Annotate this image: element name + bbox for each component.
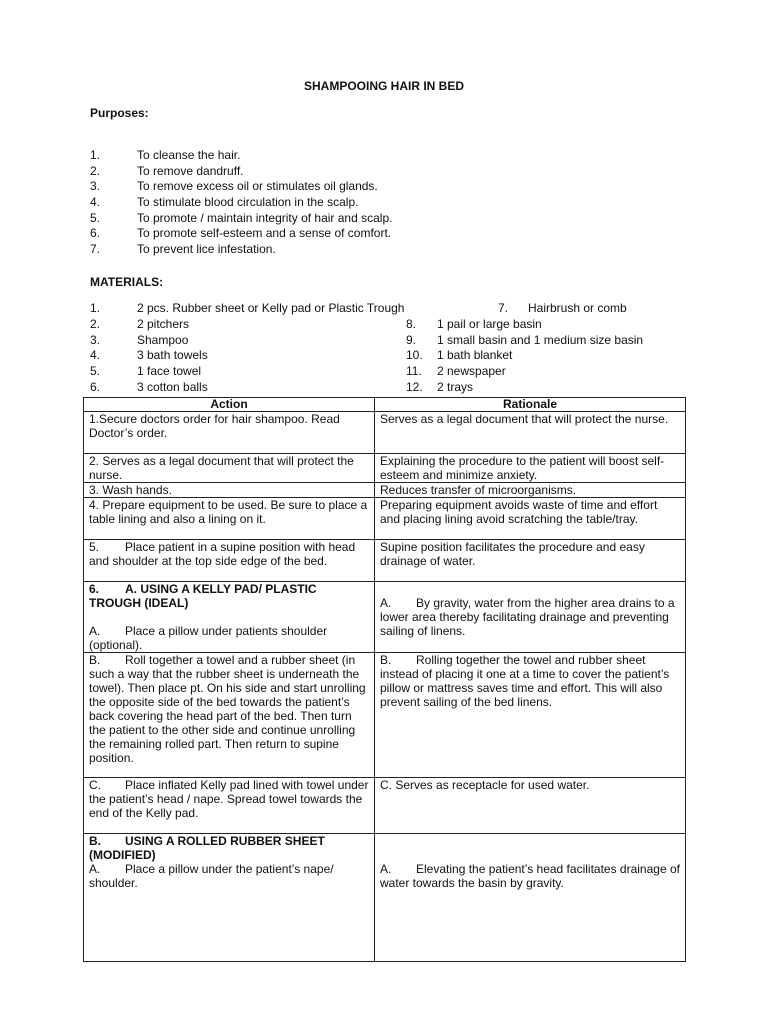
- rationale-cell: A. By gravity, water from the higher area drains to a lower area thereby facilitating drainage and preventing sailing of linens.: [375, 582, 686, 653]
- list-item: 7. To prevent lice infestation.: [90, 242, 276, 257]
- list-item: 5. To promote / maintain integrity of hair and scalp.: [90, 210, 393, 225]
- rationale-cell: C. Serves as receptacle for used water.: [375, 778, 686, 834]
- table-row: [84, 483, 686, 498]
- purposes-heading: Purposes:: [90, 106, 149, 120]
- action-cell: B. Roll together a towel and a rubber sheet (in such a way that the rubber sheet is underneath the towel). Then place pt. On his side and start unrolling the opposite side of the bed towards the patient’s back covering the head part of the bed. Then turn the patient to the other side and continue unrolling the remaining rolled part. Then return to supine position.: [84, 653, 375, 778]
- table-row: [84, 653, 686, 778]
- materials-list: [90, 301, 710, 396]
- list-item: 6. 3 cotton balls 12. 2 trays: [90, 379, 474, 394]
- rationale-cell: Explaining the procedure to the patient will boost self-esteem and minimize anxiety.: [375, 454, 686, 483]
- list-item: 5. 1 face towel 11. 2 newspaper: [90, 364, 506, 379]
- list-item: 1. 2 pcs. Rubber sheet or Kelly pad or Plastic Trough 7. Hairbrush or comb: [90, 301, 627, 315]
- procedure-table: [83, 397, 686, 962]
- action-cell: B. USING A ROLLED RUBBER SHEET (MODIFIED) A. Place a pillow under the patient’s nape/ shoulder.: [84, 834, 375, 962]
- table-row: [84, 540, 686, 582]
- list-item: 4. To stimulate blood circulation in the scalp.: [90, 195, 359, 210]
- table-row: [84, 454, 686, 483]
- action-cell: 5. Place patient in a supine position with head and shoulder at the top side edge of the bed.: [84, 540, 375, 582]
- action-cell: 6. A. USING A KELLY PAD/ PLASTIC TROUGH (IDEAL) A. Place a pillow under patients shoulder (optional).: [84, 582, 375, 653]
- list-item: 6. To promote self-esteem and a sense of comfort.: [90, 226, 392, 241]
- list-item: 4. 3 bath towels 10. 1 bath blanket: [90, 348, 513, 363]
- table-row: [84, 412, 686, 454]
- rationale-cell: A. Elevating the patient’s head facilitates drainage of water towards the basin by gravity.: [375, 834, 686, 962]
- list-item: 2. To remove dandruff.: [90, 163, 244, 178]
- list-item: 3. To remove excess oil or stimulates oil glands.: [90, 179, 378, 194]
- action-cell: C. Place inflated Kelly pad lined with towel under the patient’s head / nape. Spread towel towards the end of the Kelly pad.: [84, 778, 375, 834]
- action-cell: 1.Secure doctors order for hair shampoo. Read Doctor’s order.: [84, 412, 375, 454]
- purposes-list: [90, 148, 690, 258]
- rationale-header: Rationale: [375, 398, 686, 412]
- materials-heading: MATERIALS:: [90, 275, 164, 289]
- rationale-cell: Preparing equipment avoids waste of time and effort and placing lining avoid scratching the table/tray.: [375, 498, 686, 540]
- table-row: [84, 834, 686, 962]
- table-header-row: [84, 398, 686, 412]
- action-cell: 3. Wash hands.: [84, 483, 375, 498]
- list-item: 1. To cleanse the hair.: [90, 148, 241, 162]
- action-cell: 4. Prepare equipment to be used. Be sure to place a table lining and also a lining on it.: [84, 498, 375, 540]
- table-row: [84, 498, 686, 540]
- list-item: 3. Shampoo 9. 1 small basin and 1 medium size basin: [90, 332, 644, 347]
- action-cell: 2. Serves as a legal document that will protect the nurse.: [84, 454, 375, 483]
- rationale-cell: Reduces transfer of microorganisms.: [375, 483, 686, 498]
- table-row: [84, 778, 686, 834]
- rationale-cell: Supine position facilitates the procedure and easy drainage of water.: [375, 540, 686, 582]
- page-title: SHAMPOOING HAIR IN BED: [303, 79, 464, 93]
- list-item: 2. 2 pitchers 8. 1 pail or large basin: [90, 316, 542, 331]
- rationale-cell: B. Rolling together the towel and rubber sheet instead of placing it one at a time to cover the patient’s pillow or mattress saves time and effort. This will also prevent sailing of the bed linens.: [375, 653, 686, 778]
- rationale-cell: Serves as a legal document that will protect the nurse.: [375, 412, 686, 454]
- table-row: [84, 582, 686, 653]
- action-header: Action: [84, 398, 375, 412]
